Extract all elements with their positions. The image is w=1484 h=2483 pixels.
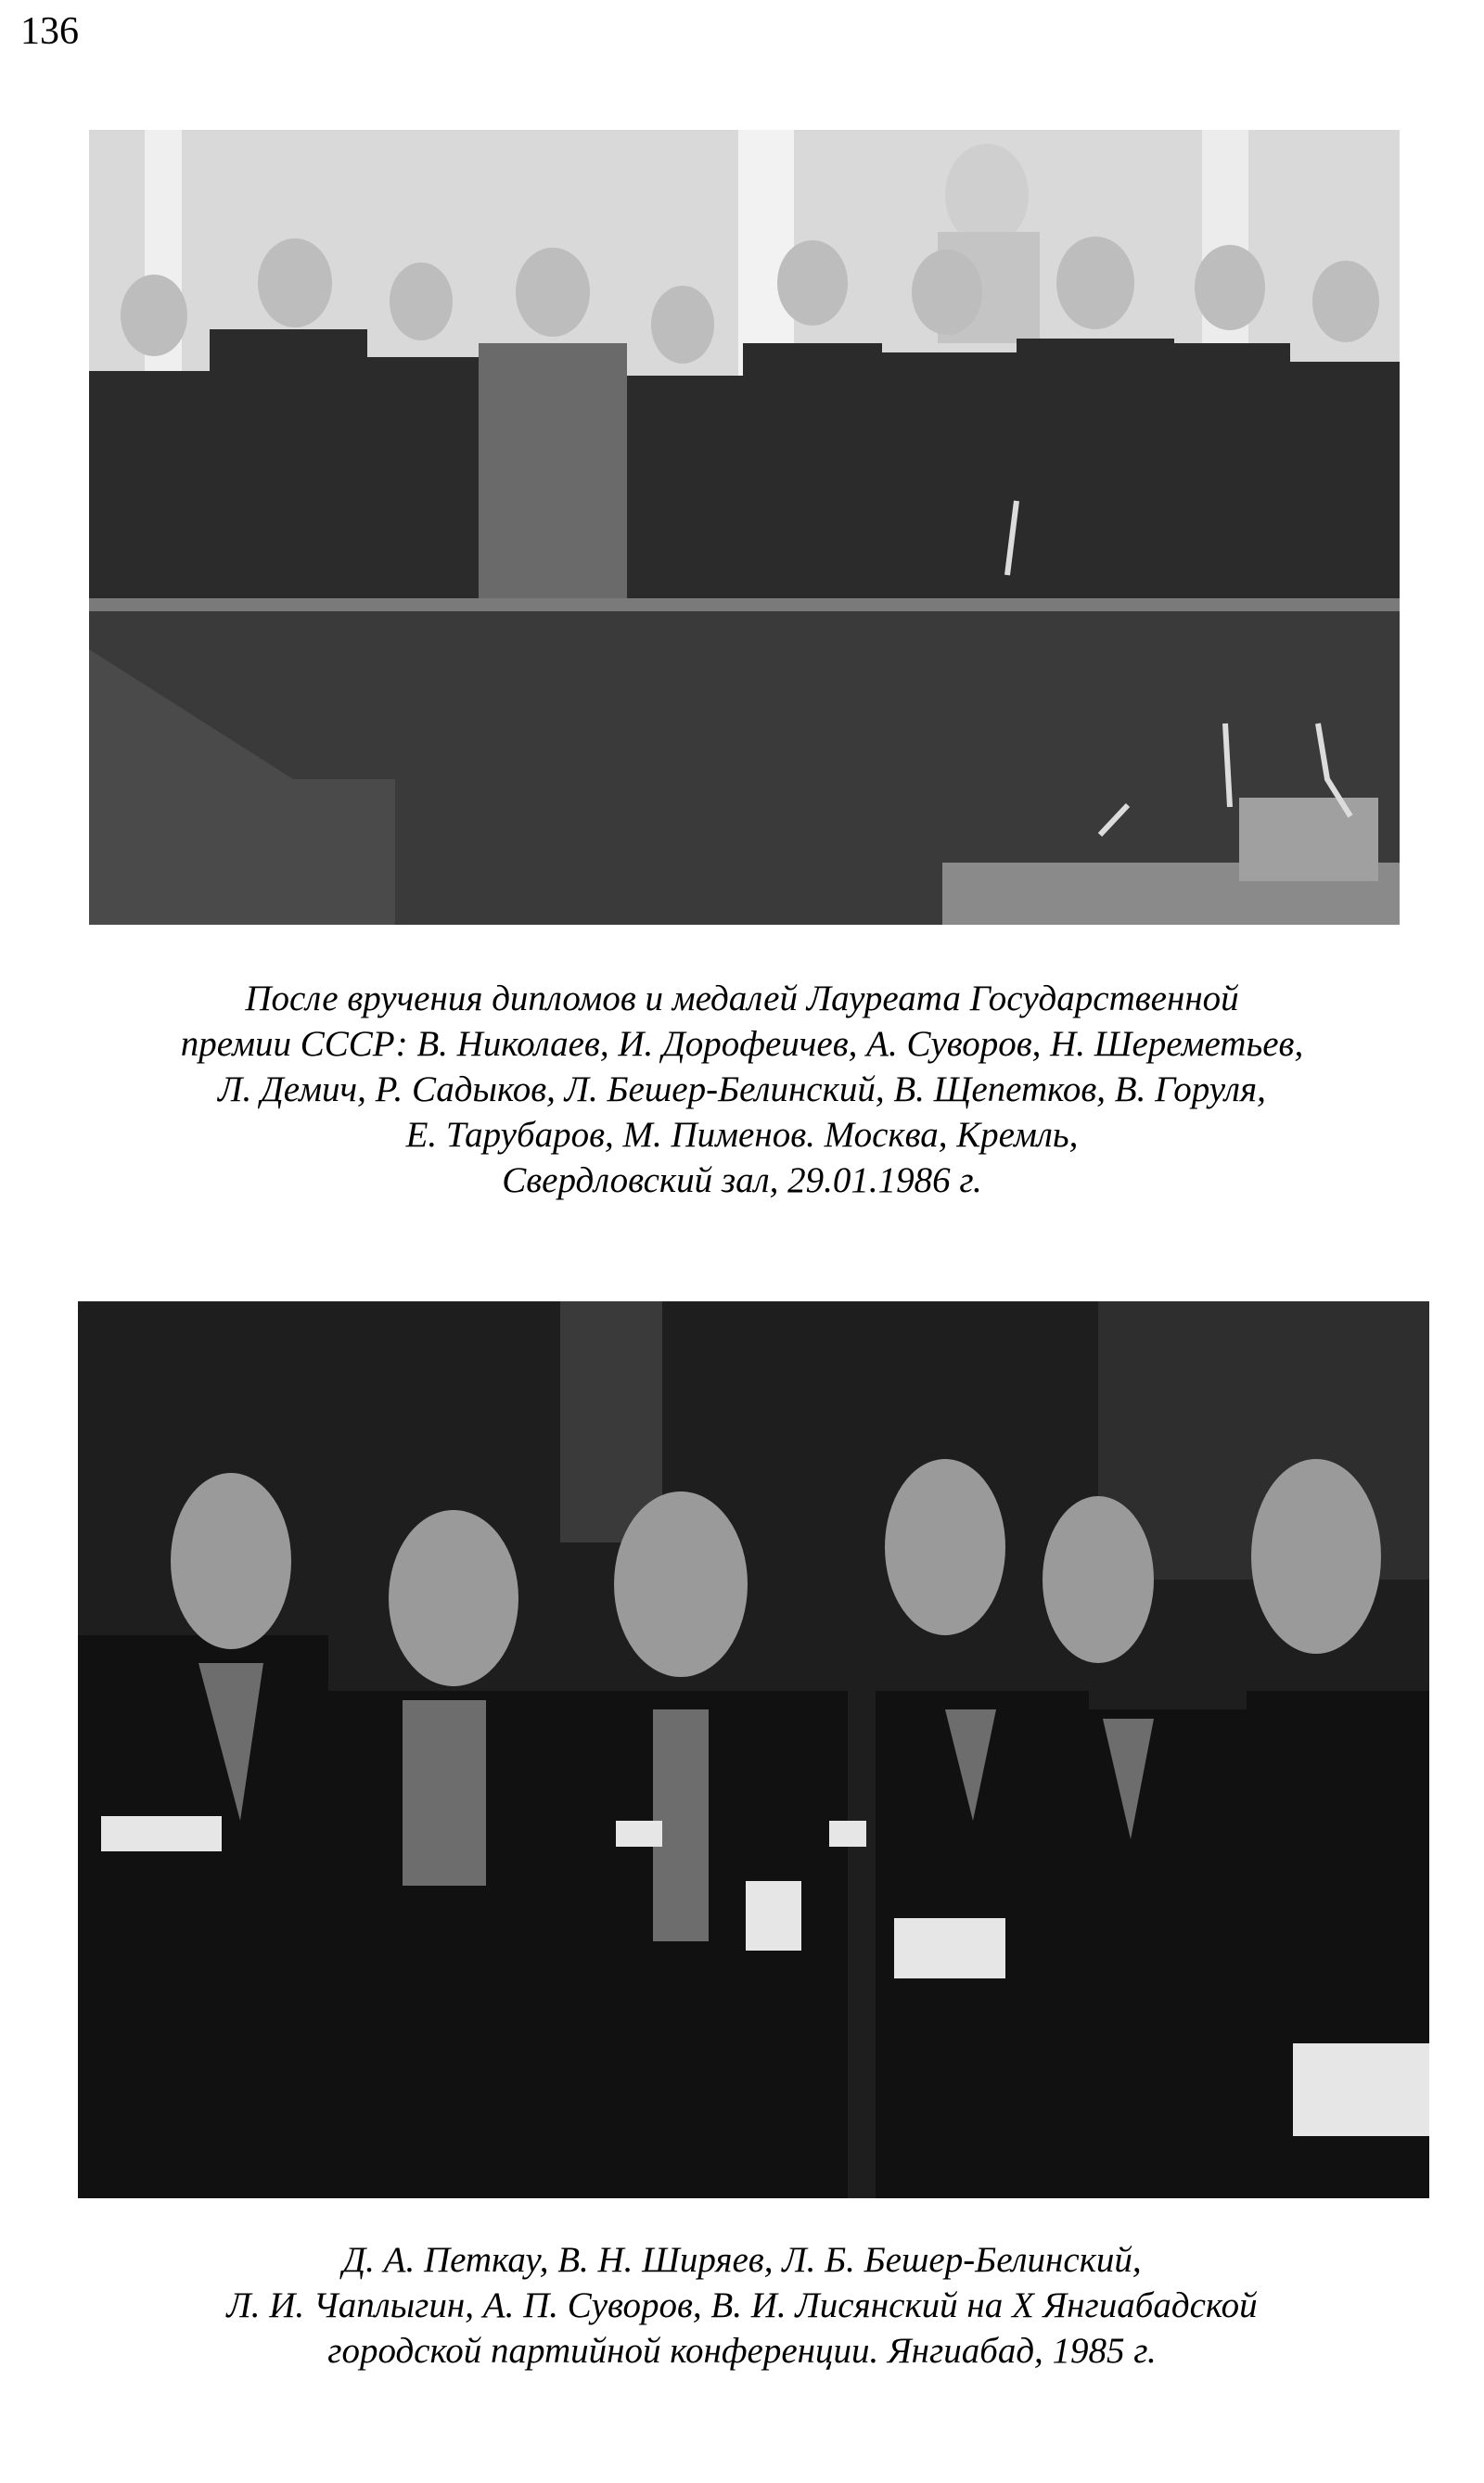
photo-yangiabad-conference-image [78, 1301, 1429, 2198]
caption-line: Л. И. Чаплыгин, А. П. Суворов, В. И. Лисянский на X Янгиабадской [226, 2285, 1258, 2325]
photo-yangiabad-conference [78, 1301, 1429, 2198]
photo-kremlin-award-ceremony-image [89, 130, 1400, 925]
page-number: 136 [20, 10, 79, 53]
photo-kremlin-award-ceremony [89, 130, 1400, 925]
caption-line: После вручения дипломов и медалей Лауреата Государственной [245, 979, 1239, 1018]
photo-caption-2 [0, 2237, 1484, 2374]
caption-line: Е. Тарубаров, М. Пименов. Москва, Кремль, [405, 1115, 1079, 1155]
caption-line: городской партийной конференции. Янгиабад, 1985 г. [327, 2331, 1157, 2371]
caption-line: Л. Демич, Р. Садыков, Л. Бешер-Белинский, В. Щепетков, В. Горуля, [218, 1069, 1266, 1109]
caption-line: Свердловский зал, 29.01.1986 г. [502, 1160, 982, 1200]
photo-caption-1 [0, 976, 1484, 1203]
caption-line: Д. А. Петкау, В. Н. Ширяев, Л. Б. Бешер-Белинский, [342, 2240, 1142, 2280]
caption-line: премии СССР: В. Николаев, И. Дорофеичев, А. Суворов, Н. Шереметьев, [180, 1024, 1304, 1064]
